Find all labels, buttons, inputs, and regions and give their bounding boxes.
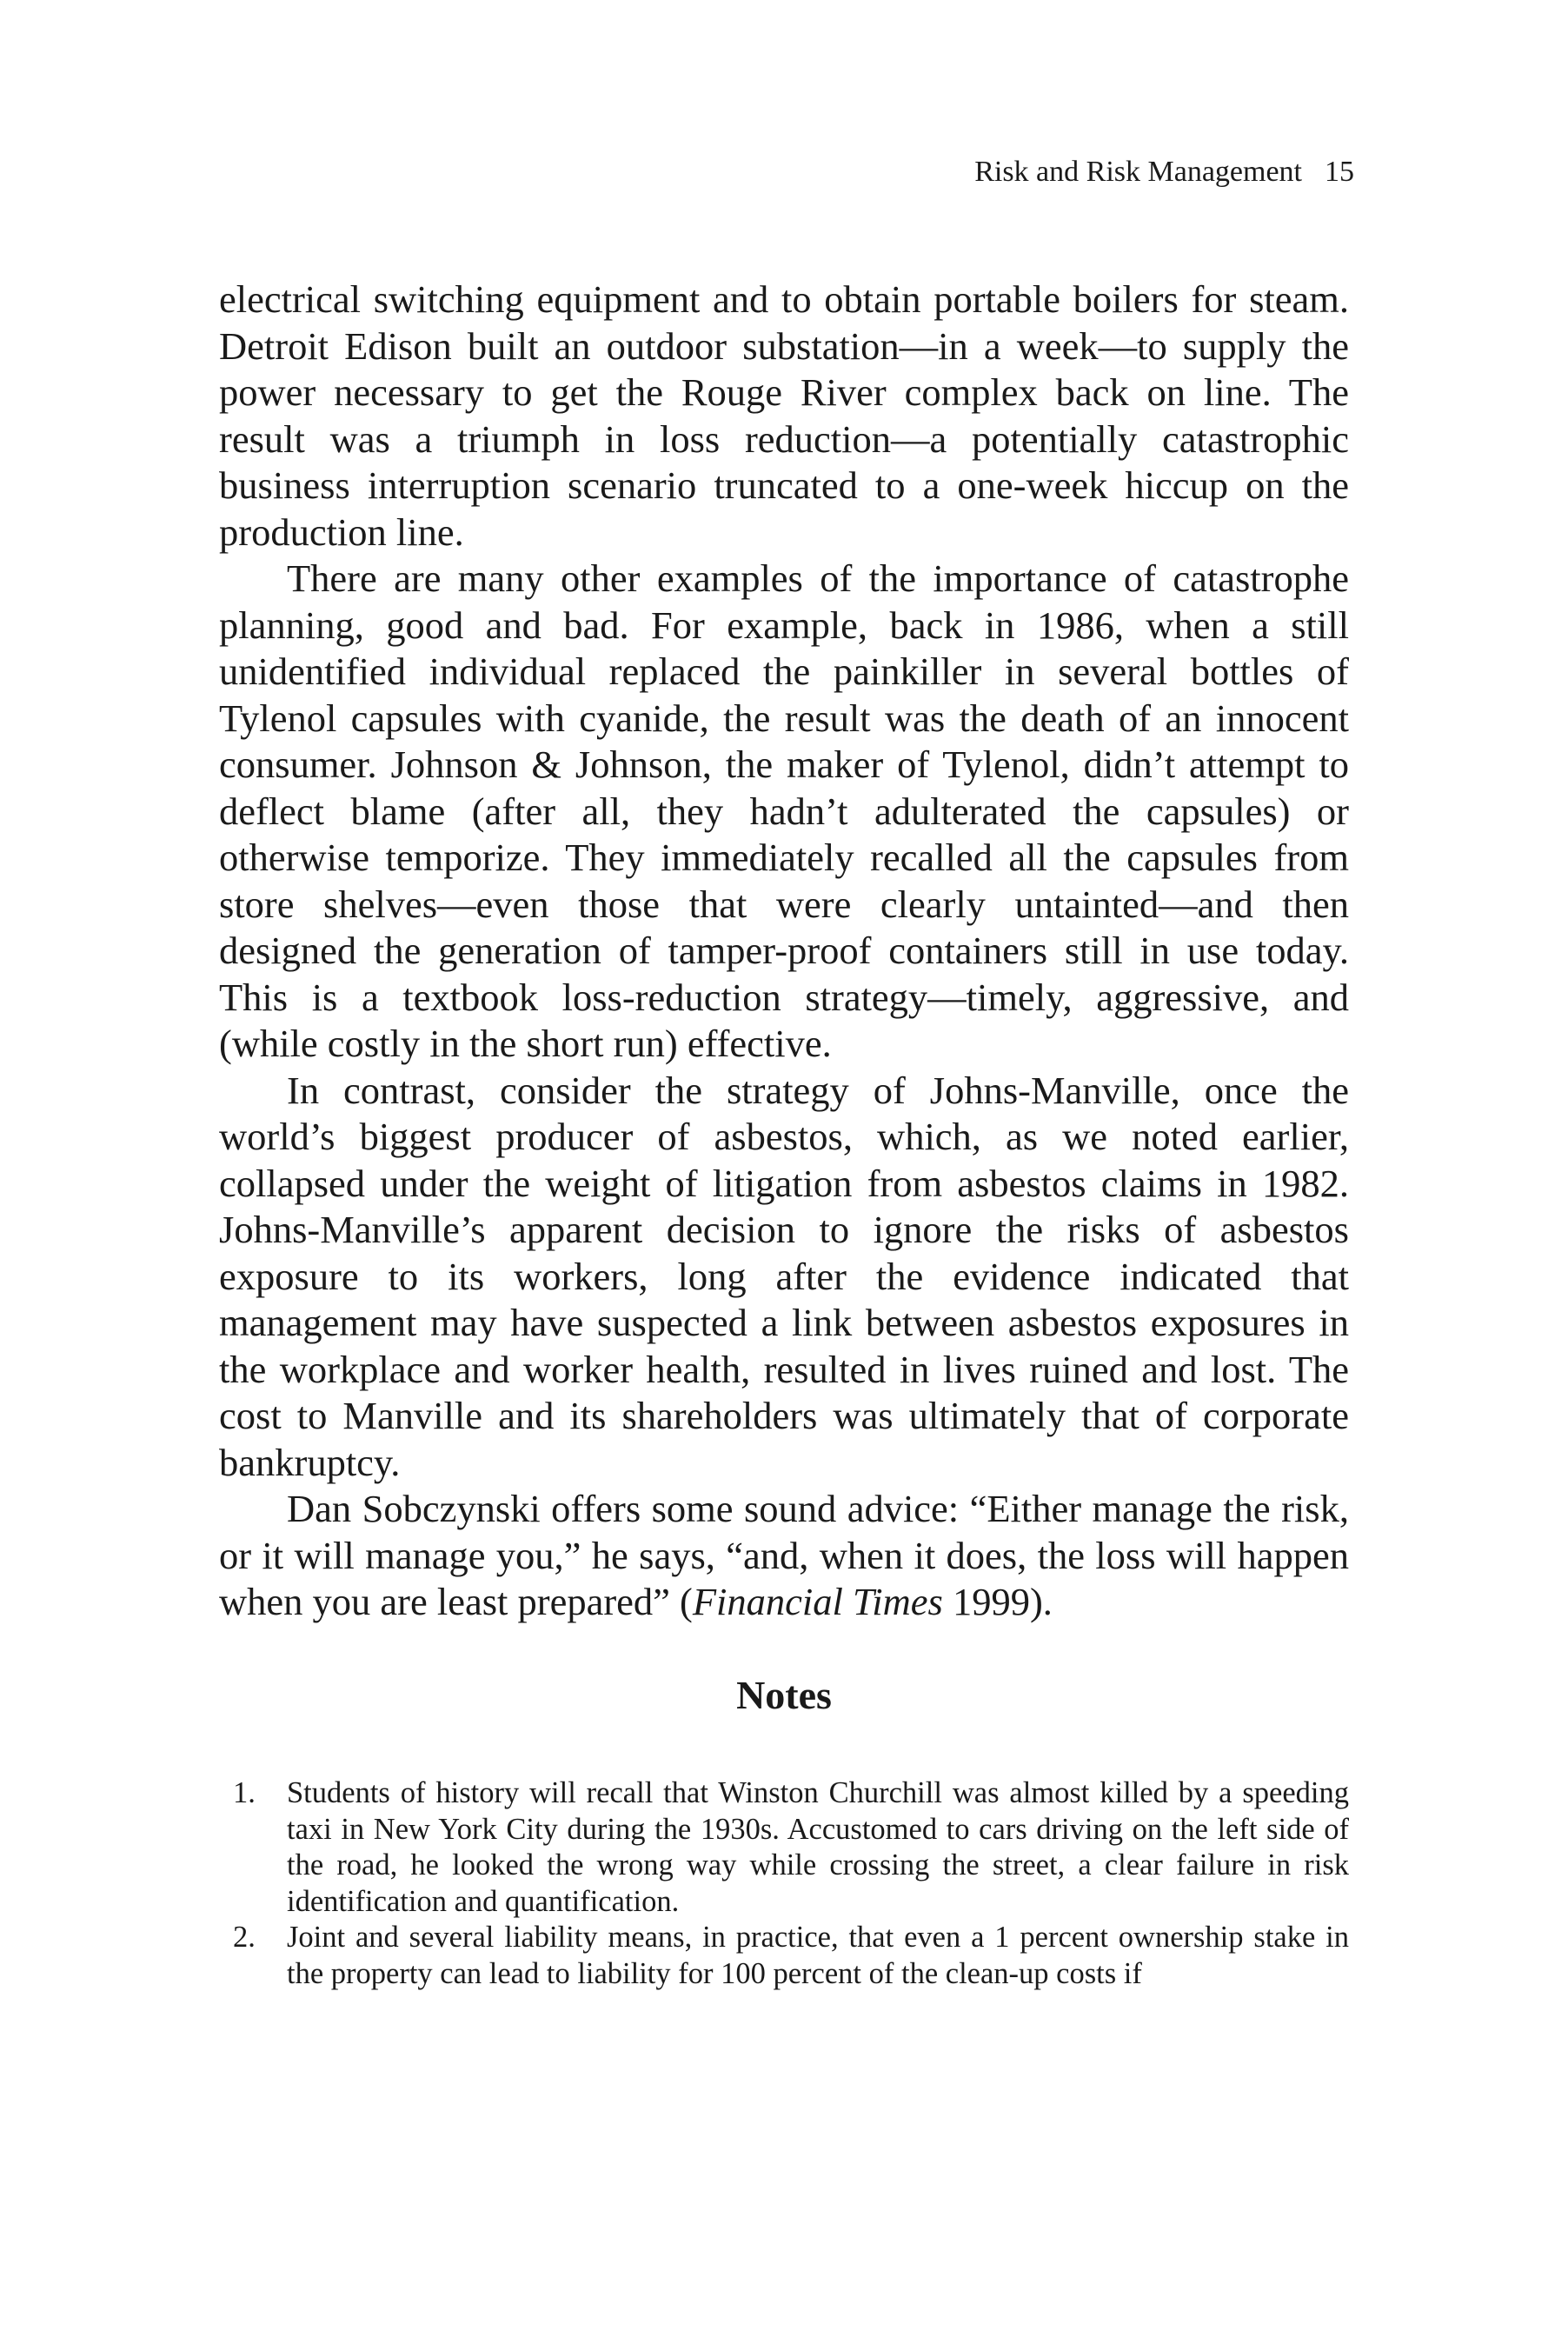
note-text: Students of history will recall that Winston Churchill was almost killed by a speeding taxi in New York City during the 1930s. Accustomed to cars driving on the left side of the road, he looked the wrong way while crossing the street, a clear failure in risk identification and quantification. <box>287 1776 1349 1918</box>
note-text: Joint and several liability means, in practice, that even a 1 percent ownership stake in the property can lead to liability for 100 percent of the clean-up costs if <box>287 1921 1349 1990</box>
citation-title: Financial Times <box>692 1580 943 1623</box>
running-header <box>974 153 1354 191</box>
paragraph-2: There are many other examples of the importance of catastrophe planning, good and bad. For example, back in 1986, when a still unidentified individual replaced the painkiller in several bottles of Tylenol capsules with cyanide, the result was the death of an innocent consumer. Johnson & Johnson, the maker of Tylenol, didn’t attempt to deflect blame (after all, they hadn’t adulterated the capsules) or otherwise temporize. They immediately recalled all the capsules from store shelves—even those that were clearly untainted—and then designed the generation of tamper-proof containers still in use today. This is a textbook loss-reduction strategy—timely, aggressive, and (while costly in the short run) effective. <box>219 556 1349 1065</box>
body-text <box>219 276 1349 1626</box>
paragraph-1: electrical switching equipment and to obtain portable boilers for steam. Detroit Edison built an outdoor substation—in a week—to supply the power necessary to get the Rouge River complex back on line. The result was a triumph in loss reduction—a potentially catastrophic business interruption scenario truncated to a one-week hiccup on the production line. <box>219 277 1349 554</box>
paragraph-4-text: Dan Sobczynski offers some sound advice: “Either manage the risk, or it will manage you,” he says, “and, when it does, the loss will happen when you are least prepared” ( <box>219 1487 1349 1623</box>
notes-heading: Notes <box>736 1673 832 1717</box>
notes-list <box>219 1775 1349 1992</box>
note-number: 2. <box>233 1921 256 1954</box>
note-item <box>219 1775 1349 1920</box>
citation-year: 1999). <box>942 1580 1053 1623</box>
note-item <box>219 1920 1349 1992</box>
paragraph-3: In contrast, consider the strategy of Johns-Manville, once the world’s biggest producer of asbestos, which, as we noted earlier, collapsed under the weight of litigation from asbestos claims in 1982. Johns-Manville’s apparent decision to ignore the risks of asbestos exposure to its workers, long after the evidence indicated that management may have suspected a link between asbestos exposures in the workplace and worker health, resulted in lives ruined and lost. The cost to Manville and its shareholders was ultimately that of corporate bankruptcy. <box>219 1068 1349 1484</box>
note-number: 1. <box>233 1776 256 1809</box>
running-title: Risk and Risk Management <box>974 156 1302 188</box>
page-number: 15 <box>1325 156 1354 188</box>
paragraph-4 <box>219 1486 1349 1626</box>
